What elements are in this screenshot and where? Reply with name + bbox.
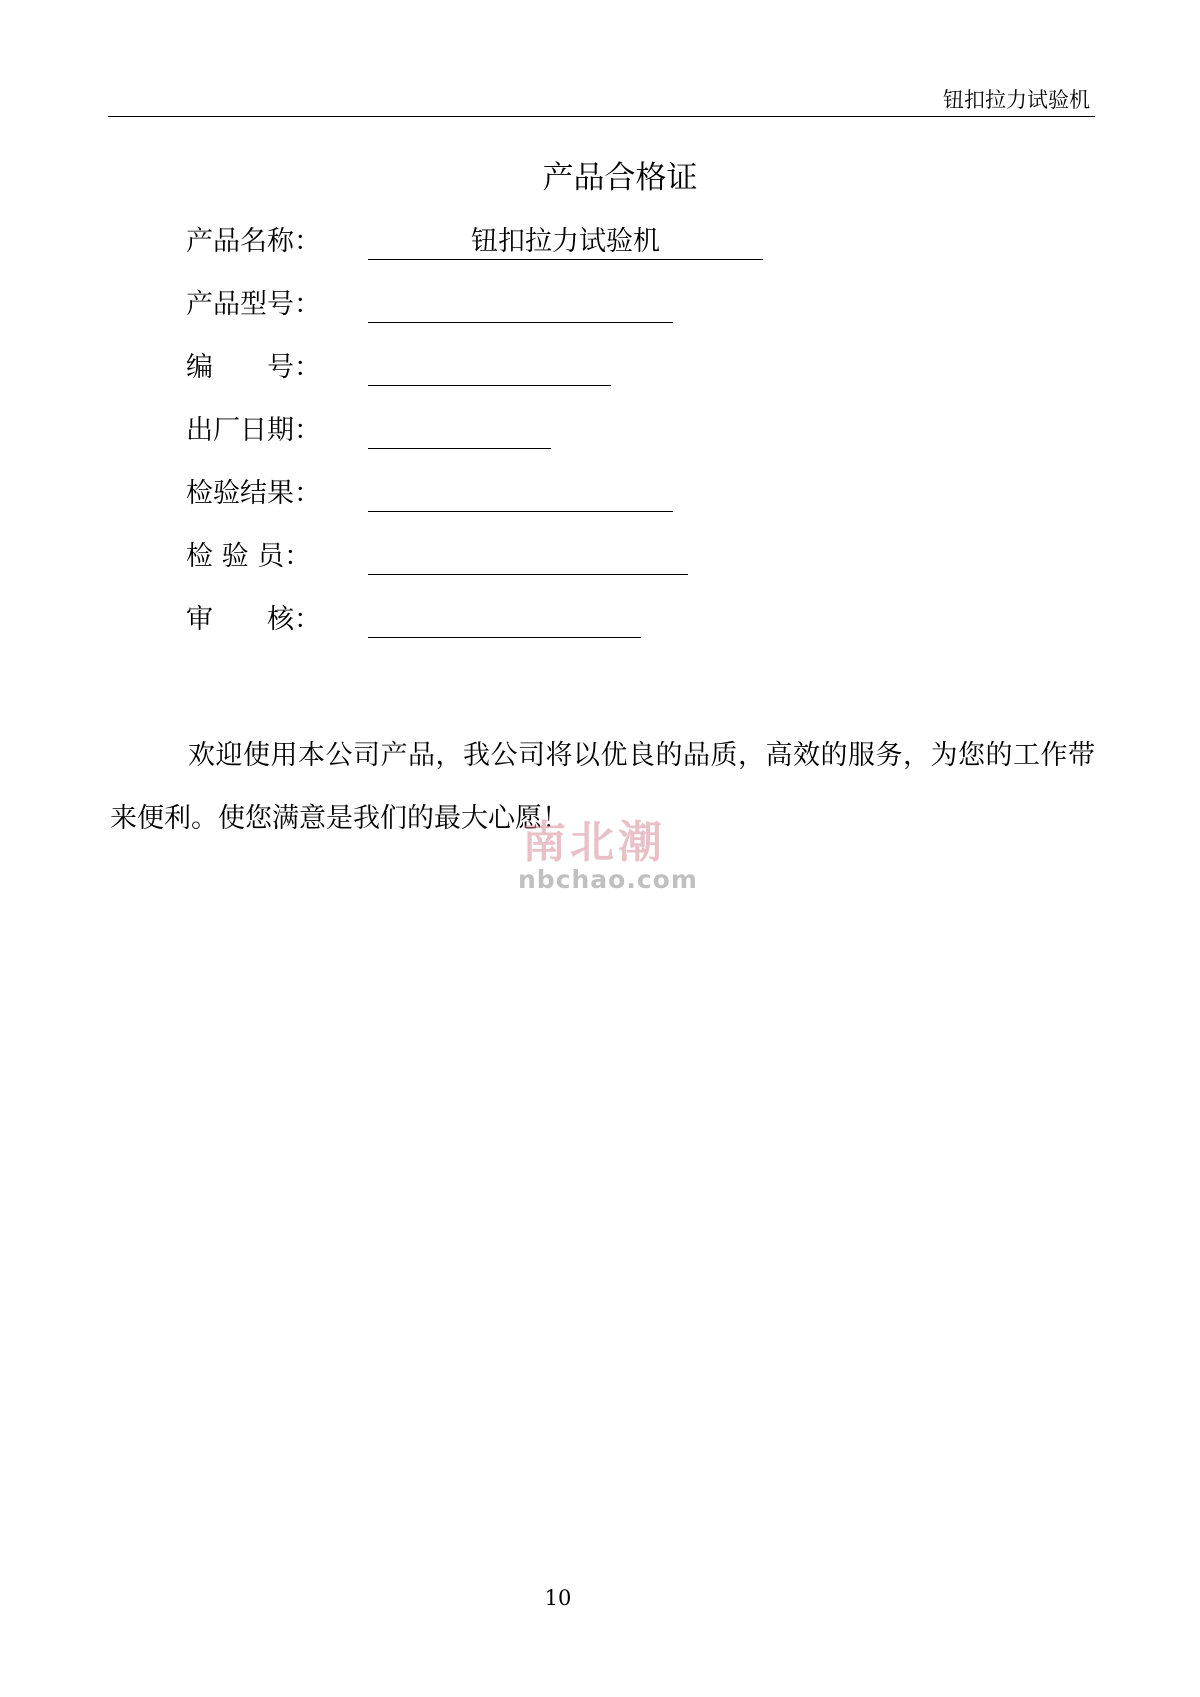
field-label: 编 号： <box>186 352 321 383</box>
field-underline <box>368 348 611 386</box>
field-label: 检验结果： <box>186 478 321 509</box>
field-label: 产品名称： <box>186 226 321 257</box>
field-underline <box>368 600 641 638</box>
field-label: 产品型号： <box>186 289 321 320</box>
field-underline <box>368 474 673 512</box>
field-underline <box>368 537 688 575</box>
watermark-domain: nbchao.com <box>518 865 698 894</box>
welcome-paragraph: 欢迎使用本公司产品，我公司将以优良的品质，高效的服务，为您的工作带来便利。使您满意是我们的最大心愿！ <box>110 740 1095 834</box>
field-label: 出厂日期： <box>186 415 321 446</box>
document-title: 产品合格证 <box>542 160 698 196</box>
header-divider <box>108 116 1095 117</box>
field-underline <box>368 285 673 323</box>
page-number: 10 <box>544 1586 572 1610</box>
header-title: 钮扣拉力试验机 <box>943 88 1090 112</box>
field-label: 检 验 员： <box>186 541 312 572</box>
watermark-chinese: 南北潮 <box>522 817 666 868</box>
field-label: 审 核： <box>186 604 321 635</box>
watermark <box>518 817 698 898</box>
field-value: 钮扣拉力试验机 <box>471 226 660 257</box>
field-underline <box>368 411 551 449</box>
field-underline <box>368 222 763 260</box>
